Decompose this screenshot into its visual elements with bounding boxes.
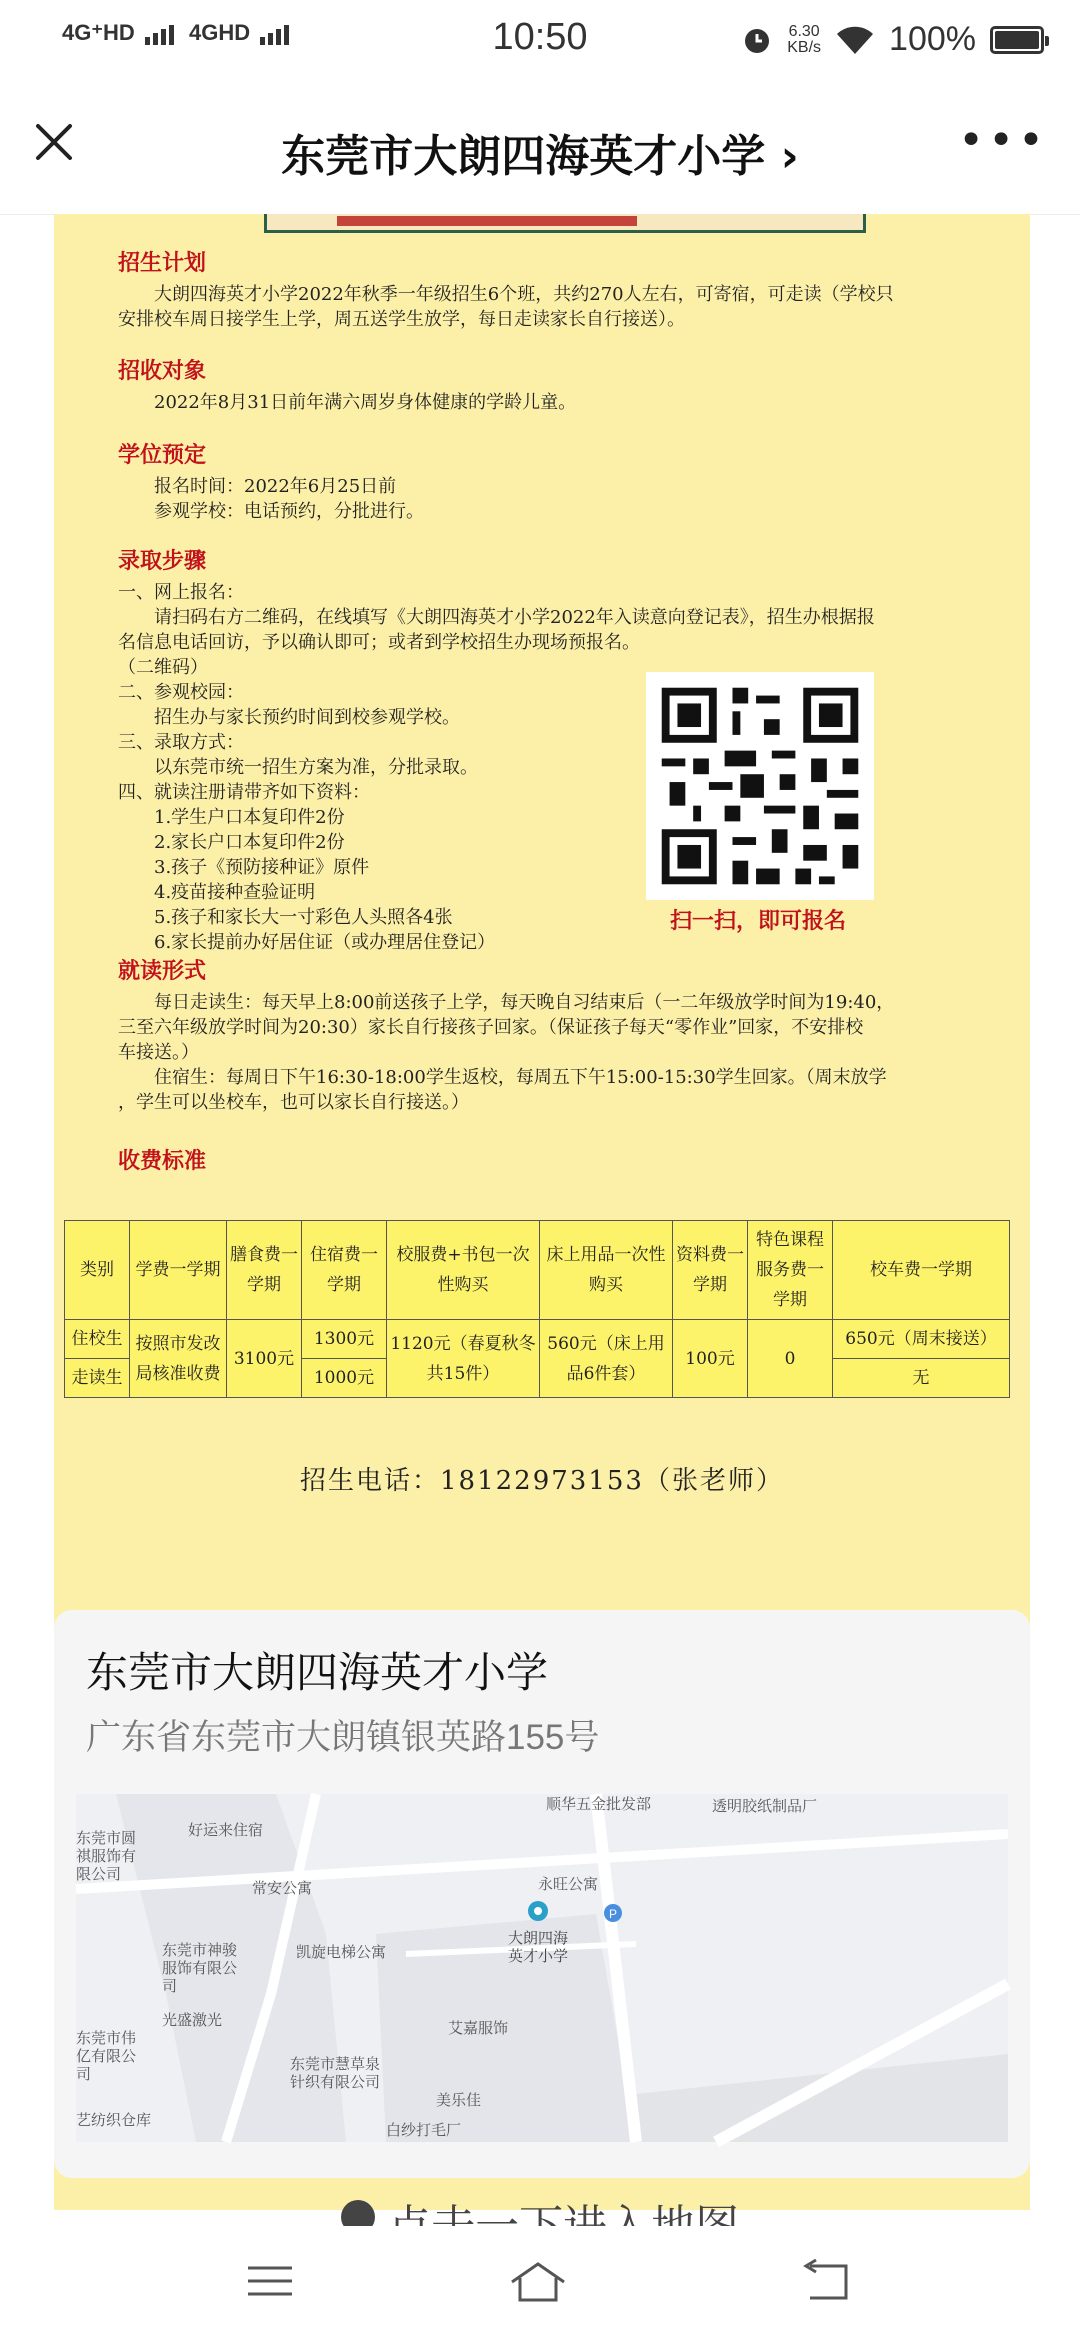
- materials-cell: 100元: [673, 1320, 748, 1398]
- battery-icon: [990, 26, 1044, 54]
- map-label: 艺纺织仓库: [76, 2112, 152, 2129]
- plan-text: 大朗四海英才小学2022年秋季一年级招生6个班，共约270人左右，可寄宿，可走读（学校只 安排校车周日接学生上学，周五送学生放学，每日走读家长自行接送）。: [118, 284, 894, 330]
- map-label: 凯旋电梯公寓: [296, 1944, 387, 1961]
- location-card[interactable]: [54, 1610, 1030, 2178]
- back-icon[interactable]: [796, 2256, 856, 2306]
- header-cell: 校车费一学期: [833, 1221, 1010, 1320]
- location-name: 东莞市大朗四海英才小学: [86, 1649, 549, 1696]
- net-speed: 6.30 KB/s: [787, 22, 822, 56]
- more-menu-button[interactable]: •••: [958, 115, 1048, 166]
- tuition-cell: 按照市发改局核准收费: [130, 1320, 227, 1398]
- table-header-row: [65, 1221, 1010, 1320]
- fee-table: [64, 1220, 1010, 1398]
- school-pin-icon: [526, 1900, 550, 1930]
- header-cell: 住宿费一学期: [302, 1221, 387, 1320]
- target-heading: 招收对象: [118, 358, 207, 384]
- mode-heading: 就读形式: [118, 958, 207, 984]
- menu-icon[interactable]: [240, 2256, 300, 2306]
- svg-text:P: P: [609, 1907, 618, 1921]
- banner-strip: [337, 216, 637, 226]
- home-icon[interactable]: [508, 2256, 568, 2306]
- map-label: 顺华五金批发部: [546, 1796, 652, 1813]
- page-title[interactable]: 东莞市大朗四海英才小学 ›: [281, 131, 799, 182]
- bus-day-cell: 无: [833, 1359, 1010, 1398]
- special-cell: 0: [748, 1320, 833, 1398]
- network-1: 4G⁺HD: [62, 20, 135, 45]
- battery-percent: 100%: [889, 20, 976, 58]
- map-label: 东莞市圆祺服饰有限公司: [76, 1830, 137, 1883]
- map-label: 东莞市神骏服饰有限公司: [162, 1942, 238, 1995]
- status-right: [741, 20, 1044, 59]
- bedding-cell: 560元（床上用品6件套）: [540, 1320, 673, 1398]
- banner-image-bottom: [264, 214, 866, 233]
- parking-icon: [603, 1903, 623, 1923]
- header-cell: 类别: [65, 1221, 130, 1320]
- map-label: 永旺公寓: [538, 1876, 599, 1893]
- alarm-icon: [741, 24, 773, 56]
- lodging-day-cell: 1000元: [302, 1359, 387, 1398]
- plan-heading: 招生计划: [118, 250, 207, 276]
- qr-code-icon[interactable]: [646, 672, 874, 900]
- enrollment-phone[interactable]: 招生电话：18122973153（张老师）: [300, 1466, 784, 1496]
- bus-board-cell: 650元（周末接送）: [833, 1320, 1010, 1359]
- lodging-board-cell: 1300元: [302, 1320, 387, 1359]
- steps-heading: 录取步骤: [118, 548, 207, 574]
- nav-bar: [0, 86, 1080, 215]
- map-label: 东莞市伟亿有限公司: [76, 2030, 137, 2083]
- steps-text: 一、网上报名： 请扫码右方二维码，在线填写《大朗四海英才小学2022年入读意向登记表》，招生办根据报 名信息电话回访，予以确认即可；或者到学校招生办现场预报名。 （二维码） 二、参观校园： 招生办与家长预约时间到校参观学校。 三、录取方式： 以东莞市统一招生方案为准，分批录取。 四、就读注册请带齐如下资料： 1.学生户口本复印件2份 2.家长户口本复印件2份 3.孩子《预防接种证》原件 4.疫苗接种查验证明 5.孩子和家长大一寸彩色人头照各4张 6.家长提前办好居住证（或办理居住登记）: [118, 582, 875, 953]
- header-cell: 校服费+书包一次性购买: [387, 1221, 540, 1320]
- system-nav-bar: [0, 2226, 1080, 2340]
- map-label: 白纱打毛厂: [386, 2122, 462, 2139]
- clock: 10:50: [492, 16, 588, 58]
- reserve-heading: 学位预定: [118, 442, 207, 468]
- map-preview[interactable]: [76, 1794, 1008, 2142]
- fees-heading: 收费标准: [118, 1148, 207, 1174]
- status-bar: [0, 0, 1080, 86]
- header-cell: 资料费一学期: [673, 1221, 748, 1320]
- table-row: [65, 1320, 1010, 1359]
- uniform-cell: 1120元（春夏秋冬共15件）: [387, 1320, 540, 1398]
- qr-caption: 扫一扫，即可报名: [670, 908, 847, 934]
- open-map-link[interactable]: [0, 2190, 1080, 2226]
- header-cell: 特色课程服务费一学期: [748, 1221, 833, 1320]
- map-label: 透明胶纸制品厂: [712, 1798, 818, 1815]
- map-label: 美乐佳: [436, 2092, 482, 2109]
- target-text: 2022年8月31日前年满六周岁身体健康的学龄儿童。: [154, 392, 577, 413]
- row-label: 住校生: [65, 1320, 130, 1359]
- map-label: 好运来住宿: [188, 1822, 264, 1839]
- row-label: 走读生: [65, 1359, 130, 1398]
- map-label: 大朗四海英才小学: [508, 1930, 569, 1965]
- meals-cell: 3100元: [227, 1320, 302, 1398]
- map-label: 常安公寓: [252, 1880, 313, 1897]
- header-cell: 膳食费一学期: [227, 1221, 302, 1320]
- network-2: 4GHD: [189, 20, 251, 45]
- map-label: 光盛激光: [162, 2012, 223, 2029]
- mode-text: 每日走读生：每天早上8:00前送孩子上学，每天晚自习结束后（一二年级放学时间为19:40， 三至六年级放学时间为20:30）家长自行接孩子回家。（保证孩子每天“零作业”回家，不安排校 车接送。） 住宿生：每周日下午16:30-18:00学生返校，每周五下午15:00-15:30学生回家。（周末放学 ，学生可以坐校车，也可以家长自行接送。）: [118, 992, 895, 1113]
- header-cell: 床上用品一次性购买: [540, 1221, 673, 1320]
- location-address: 广东省东莞市大朗镇银英路155号: [86, 1718, 600, 1757]
- wifi-icon: [835, 24, 875, 56]
- header-cell: 学费一学期: [130, 1221, 227, 1320]
- map-label: 艾嘉服饰: [448, 2020, 509, 2037]
- map-label: 东莞市慧草泉针织有限公司: [290, 2056, 381, 2091]
- reserve-text: 报名时间：2022年6月25日前 参观学校：电话预约，分批进行。: [154, 476, 424, 522]
